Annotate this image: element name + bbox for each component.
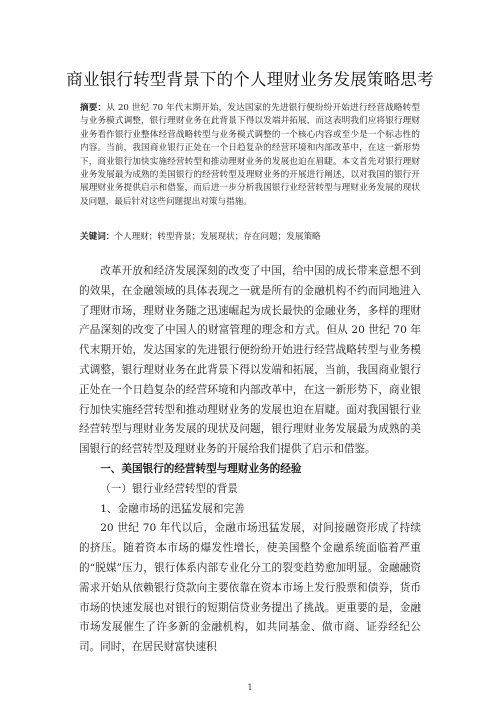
subsection-heading: （一）银行业经营转型的背景 [100, 482, 238, 495]
keywords-text: 个人理财；转型背景；发展现状；存在问题；发展策略 [114, 232, 321, 242]
abstract-text: 从 20 世纪 70 年代末期开始，发达国家的先进银行便纷纷开始进行经营战略转型与业务模式调整，银行理财业务在此背景下得以发端并拓展，而这表明我们应将银行理财业务看作银行业整体经营战略转型与业务模式调整的一个核心内容或至少是一个标志性的内容。当前，我国商业银行正处在一个日趋复杂的经营环境和内部改革中，在这一新形势下，商业银行加快实施经营转型和推动理财业务的发展也迫在眉睫。本文首先对银行理财业务发展最为成熟的美国银行的经营转型及理财业务的开展进行阐述，以对我国的银行开展理财业务提供启示和借鉴，而后进一步分析我国银行业经营转型与理财业务发展的现状及问题，最后针对这些问题提出对策与措施。 [80, 103, 420, 207]
paragraph: 20 世纪 70 年代以后，金融市场迅猛发展，对间接融资形成了持续的挤压。随着资本市场的爆发性增长，使美国整个金融系统面临着严重的“脱媒”压力，银行体系内部专业化分工的裂变趋势愈加明显。金融融资需求开始从依赖银行贷款向主要依靠在资本市场上发行股票和债券，货币市场的快速发展也对银行的短期信贷业务提出了挑战。更重要的是，金融市场发展催生了许多新的金融机构，如共同基金、做市商、证券经纪公司。同时，在居民财富快速积 [79, 522, 421, 654]
paper-title: 商业银行转型背景下的个人理财业务发展策略思考 [66, 70, 434, 89]
subsubsection-heading: 1、金融市场的迅猛发展和完善 [100, 502, 245, 515]
keywords-label: 关键词： [80, 232, 115, 242]
intro-paragraph: 改革开放和经济发展深刻的改变了中国，给中国的成长带来意想不到的效果，在金融领域的具体表现之一就是所有的金融机构不约而同地进入了理财市场，理财业务随之迅速崛起为成长最快的金融业务，多样的理财产品深刻的改变了中国人的财富管理的理念和方式。但从 20 世纪 70 年代末期开始，发达国家的先进银行便纷纷开始进行经营战略转型与业务模式调整，银行理财业务在此背景下得以发端和拓展，当前，我国商业银行正处在一个日趋复杂的经营环境和内部改革中，在这一新形势下，商业银行加快实施经营转型和推动理财业务的发展也迫在眉睫。面对我国银行业经营转型与理财业务发展的现状及问题，银行理财业务发展最为成熟的美国银行的经营转型及理财业务的开展给我们提供了启示和借鉴。 [79, 265, 421, 456]
keywords [80, 231, 420, 244]
section-heading: 一、美国银行的经营转型与理财业务的经验 [100, 462, 302, 475]
body-text [79, 262, 421, 658]
abstract [80, 102, 420, 209]
page-number: 1 [247, 683, 253, 692]
abstract-label: 摘要： [80, 103, 107, 113]
